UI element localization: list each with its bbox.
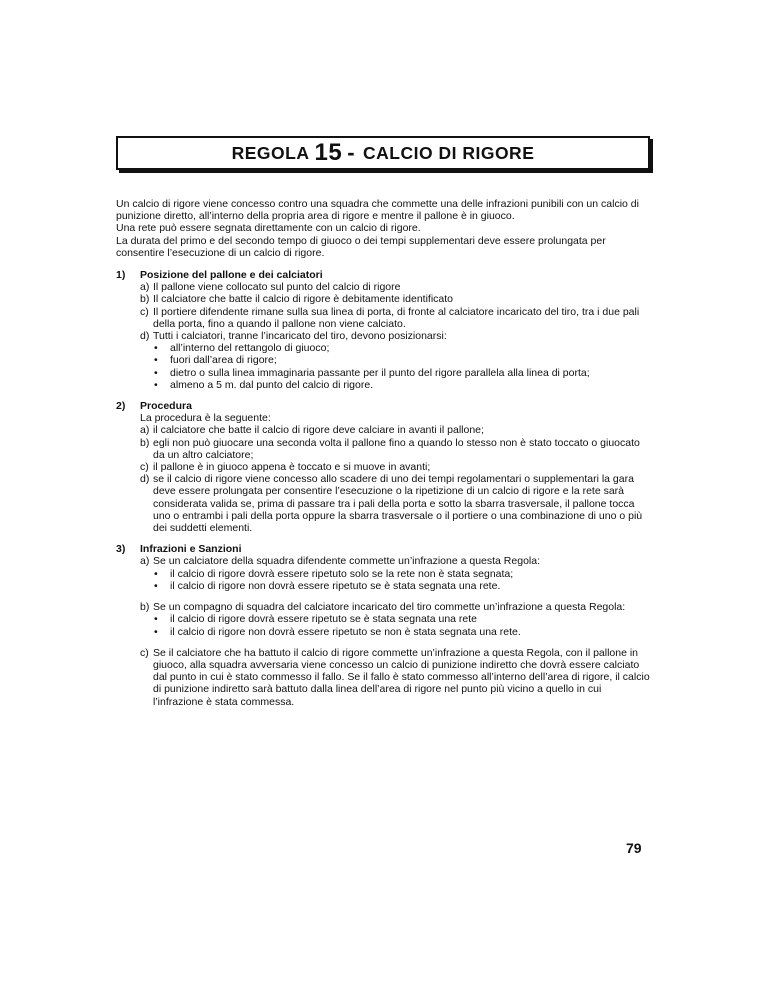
list-item (140, 601, 650, 638)
bullet-item: • il calcio di rigore dovrà essere ripetuto se è stata segnata una rete (153, 613, 650, 625)
bullet-list (153, 342, 650, 391)
item-label: d) (140, 473, 150, 486)
item-text: Se il calciatore che ha battuto il calcio di rigore commette un’infrazione a questa Regola, con il pallone in giuoco, alla squadra avversaria viene concesso un calcio di punizione indiretto che dovrà essere calciato dal punto in cui è stato commesso il fallo. Se il fallo è stato commesso all’interno dell’area di rigore, il calcio di punizione indiretto sarà battuto dalla linea dell’area di rigore nel punto più vicino a quello in cui l’infrazione è stata commessa. (153, 646, 650, 708)
list-item (140, 555, 650, 592)
item-label: c) (140, 305, 149, 318)
item-text: se il calcio di rigore viene concesso allo scadere di uno dei tempi regolamentari o supplementari la gara deve essere prolungata per consentire l’esecuzione o la ripetizione di un calcio di rigore e la rete sarà considerata valida se, prima di passare tra i pali della porta e sotto la sbarra trasversale, il pallone tocca uno o entrambi i pali della porta oppure la sbarra trasversale o il portiere o una combinazione di uno o più dei suddetti elementi. (153, 473, 643, 535)
bullet-list (153, 568, 650, 592)
list-item (140, 281, 650, 293)
list-item (140, 306, 650, 330)
section-lead: La procedura è la seguente: (140, 412, 271, 425)
list-item (140, 647, 650, 708)
title-number: 15 (314, 139, 343, 166)
section-number: 2) (116, 400, 126, 413)
intro-paragraph: Una rete può essere segnata direttamente con un calcio di rigore. (116, 222, 421, 235)
item-text: Se un calciatore della squadra difendente commette un’infrazione a questa Regola: (153, 555, 540, 568)
intro-paragraph: La durata del primo e del secondo tempo di giuoco o dei tempi supplementari deve essere prolungata per consentire l’esecuzione di un calcio di rigore. (116, 234, 606, 259)
list-item (140, 437, 650, 461)
item-text: Il calciatore che batte il calcio di rigore è debitamente identificato (153, 293, 453, 306)
item-label: a) (140, 424, 150, 437)
item-text: Il portiere difendente rimane sulla sua linea di porta, di fronte al calciatore incaricato del tiro, tra i due pali della porta, fino a quando il pallone non viene calciato. (153, 305, 640, 330)
item-label: b) (140, 601, 150, 614)
section-heading: Posizione del pallone e dei calciatori (140, 269, 323, 282)
section-heading: Procedura (140, 400, 192, 413)
item-text: Se un compagno di squadra del calciatore incaricato del tiro commette un’infrazione a questa Regola: (153, 601, 626, 614)
bullet-item: • il calcio di rigore non dovrà essere ripetuto se non è stata segnata una rete. (153, 626, 650, 638)
item-label: d) (140, 330, 150, 343)
page-title-box (116, 136, 650, 170)
item-text: Il pallone viene collocato sul punto del calcio di rigore (153, 281, 401, 294)
bullet-item: • almeno a 5 m. dal punto del calcio di rigore. (153, 379, 650, 391)
section-2 (116, 400, 650, 534)
title-word: REGOLA (231, 142, 310, 163)
item-label: b) (140, 436, 150, 449)
bullet-item: • fuori dall’area di rigore; (153, 354, 650, 366)
item-text: il pallone è in giuoco appena è toccato e si muove in avanti; (153, 461, 431, 474)
title-dash: - (347, 140, 356, 165)
bullet-item: • all’interno del rettangolo di giuoco; (153, 342, 650, 354)
bullet-list (153, 613, 650, 637)
item-label: a) (140, 555, 150, 568)
list-item (140, 461, 650, 473)
list-item (140, 424, 650, 436)
section-1 (116, 269, 650, 391)
item-label: c) (140, 461, 149, 474)
page-number: 79 (626, 840, 642, 856)
item-label: a) (140, 281, 150, 294)
section-heading: Infrazioni e Sanzioni (140, 543, 242, 556)
bullet-item: • dietro o sulla linea immaginaria passante per il punto del rigore parallela alla linea di porta; (153, 367, 650, 379)
intro (116, 198, 650, 259)
bullet-item: • il calcio di rigore non dovrà essere ripetuto se è stata segnata una rete. (153, 580, 650, 592)
section-number: 1) (116, 269, 126, 282)
item-text: il calciatore che batte il calcio di rigore deve calciare in avanti il pallone; (153, 424, 484, 437)
item-text: egli non può giuocare una seconda volta il pallone fino a quando lo stesso non è stato toccato o giuocato da un altro calciatore; (153, 436, 640, 461)
section-3 (116, 543, 650, 707)
bullet-item: • il calcio di rigore dovrà essere ripetuto solo se la rete non è stata segnata; (153, 568, 650, 580)
title-subtitle: CALCIO DI RIGORE (363, 142, 535, 163)
section-number: 3) (116, 543, 126, 556)
item-text: Tutti i calciatori, tranne l’incaricato del tiro, devono posizionarsi: (153, 330, 447, 343)
list-item (140, 473, 650, 534)
document-body (116, 198, 650, 717)
item-label: c) (140, 646, 149, 659)
item-label: b) (140, 293, 150, 306)
list-item (140, 293, 650, 305)
list-item (140, 330, 650, 391)
intro-paragraph: Un calcio di rigore viene concesso contro una squadra che commette una delle infrazioni punibili con un calcio di punizione diretto, all’interno della propria area di rigore e mentre il pallone è in giuoco. (116, 198, 639, 223)
